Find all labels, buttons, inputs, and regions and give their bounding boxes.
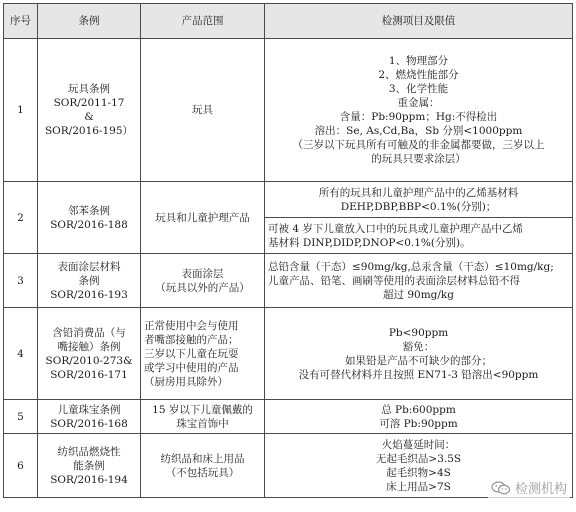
- wechat-icon: [491, 481, 511, 495]
- table-row: [4, 39, 573, 182]
- row-scope: 正常使用中会与使用 者嘴部接触的产品； 三岁以下儿童在玩耍 或学习中使用的产品 （厨房用具除外）: [141, 308, 265, 400]
- regulation-table: [3, 3, 573, 498]
- row-scope: 纺织品和床上用品 （不包括玩具）: [141, 434, 265, 498]
- header-items: 检测项目及限值: [265, 4, 573, 39]
- row-no: 3: [4, 254, 38, 308]
- row-regulation: 儿童珠宝条例 SOR/2016-168: [38, 400, 141, 434]
- row-no: 1: [4, 39, 38, 182]
- header-regulation: 条例: [38, 4, 141, 39]
- row-no: 6: [4, 434, 38, 498]
- row-items: 火焰蔓延时间： 无起毛织品>3.5S 起毛织物>4S 床上用品>7S: [265, 434, 573, 498]
- header-no: 序号: [4, 4, 38, 39]
- row-regulation: 邻苯条例 SOR/2016-188: [38, 182, 141, 254]
- row-scope: 玩具和儿童护理产品: [141, 182, 265, 254]
- table-row: [4, 182, 573, 218]
- row-items: Pb<90ppm 豁免： 如果铅是产品不可缺少的部分； 没有可替代材料并且按照 EN71-3 铅溶出<90ppm: [265, 308, 573, 400]
- row-scope: 表面涂层 （玩具以外的产品）: [141, 254, 265, 308]
- row-regulation: 表面涂层材料 条例 SOR/2016-193: [38, 254, 141, 308]
- table-row: [4, 400, 573, 434]
- row-items: 1、物理部分 2、燃烧性能部分 3、化学性能 重金属： 含量：Pb:90ppm；Hg:不得检出 溶出：Se, As,Cd,Ba，Sb 分别<1000ppm （三岁以下玩具所有可触及的非金属都要做，三岁以上 的玩具只要求涂层）: [265, 39, 573, 182]
- table-row: [4, 308, 573, 400]
- row-scope: 15 岁以下儿童佩戴的 珠宝首饰中: [141, 400, 265, 434]
- row-items: 总铅含量（干态）≤90mg/kg,总汞含量（干态）≤10mg/kg; 儿童产品、铅笔、画刷等使用的表面涂层材料总铅不得 超过 90mg/kg: [265, 254, 573, 308]
- watermark: [488, 477, 570, 498]
- row-items-b: 可被 4 岁下儿童放入口中的玩具或儿童护理产品中乙烯 基材料 DINP,DIDP,DNOP<0.1%(分别)。: [265, 218, 573, 254]
- row-no: 5: [4, 400, 38, 434]
- row-no: 2: [4, 182, 38, 254]
- row-scope: 玩具: [141, 39, 265, 182]
- row-no: 4: [4, 308, 38, 400]
- row-regulation: 含铅消费品（与 嘴接触）条例 SOR/2010-273& SOR/2016-171: [38, 308, 141, 400]
- table-header-row: [4, 4, 573, 39]
- row-regulation: 纺织品燃烧性 能条例 SOR/2016-194: [38, 434, 141, 498]
- row-items: 总 Pb:600ppm 可溶 Pb:90ppm: [265, 400, 573, 434]
- row-regulation: 玩具条例 SOR/2011-17 & SOR/2016-195）: [38, 39, 141, 182]
- row-items-a: 所有的玩具和儿童护理产品中的乙烯基材料 DEHP,DBP,BBP<0.1%(分别)；: [265, 182, 573, 218]
- table-row: [4, 254, 573, 308]
- header-scope: 产品范围: [141, 4, 265, 39]
- watermark-text: 检测机构: [514, 482, 567, 497]
